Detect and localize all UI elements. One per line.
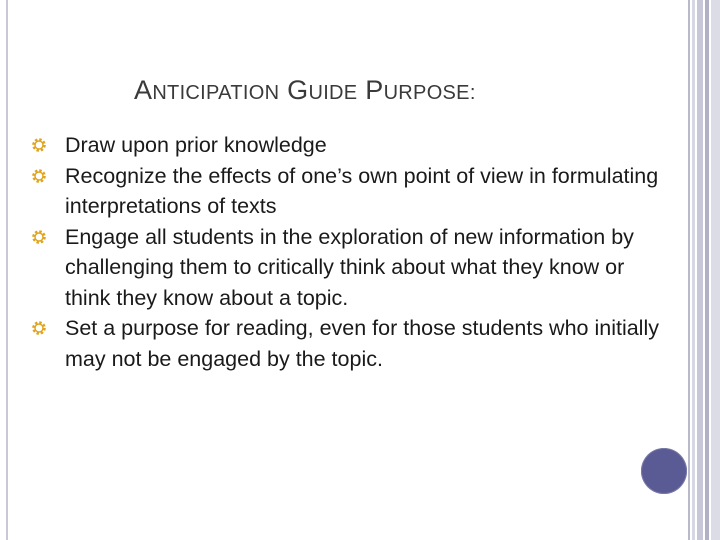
bullet-text: Set a purpose for reading, even for those students who initially may not be engaged by the topic.: [65, 316, 659, 371]
bullet-text: Recognize the effects of one’s own point of view in formulating interpretations of texts: [65, 163, 659, 218]
gear-icon: [31, 168, 47, 184]
bullet-list: [30, 130, 670, 374]
slide-title: [134, 75, 476, 106]
title-rest: URPOSE:: [383, 82, 476, 104]
bullet-item: [30, 161, 670, 222]
right-stripe: [705, 0, 709, 540]
right-stripe: [692, 0, 695, 540]
left-frame-line: [6, 0, 8, 540]
title-initial: P: [365, 75, 384, 105]
title-rest: UIDE: [308, 82, 358, 104]
right-stripe: [697, 0, 703, 540]
decorative-circle: [641, 448, 687, 494]
title-initial: A: [134, 75, 153, 105]
bullet-item: [30, 130, 670, 161]
bullet-text: Engage all students in the exploration of new information by challenging them to critically think about what they know or think they know about a topic.: [65, 224, 634, 310]
bullet-text: Draw upon prior knowledge: [65, 133, 327, 157]
title-rest: NTICIPATION: [152, 82, 280, 104]
right-stripe: [711, 0, 720, 540]
bullet-item: [30, 222, 670, 314]
right-stripe: [688, 0, 690, 540]
title-initial: G: [287, 75, 309, 105]
gear-icon: [31, 320, 47, 336]
bullet-item: [30, 313, 670, 374]
gear-icon: [31, 229, 47, 245]
gear-icon: [31, 137, 47, 153]
